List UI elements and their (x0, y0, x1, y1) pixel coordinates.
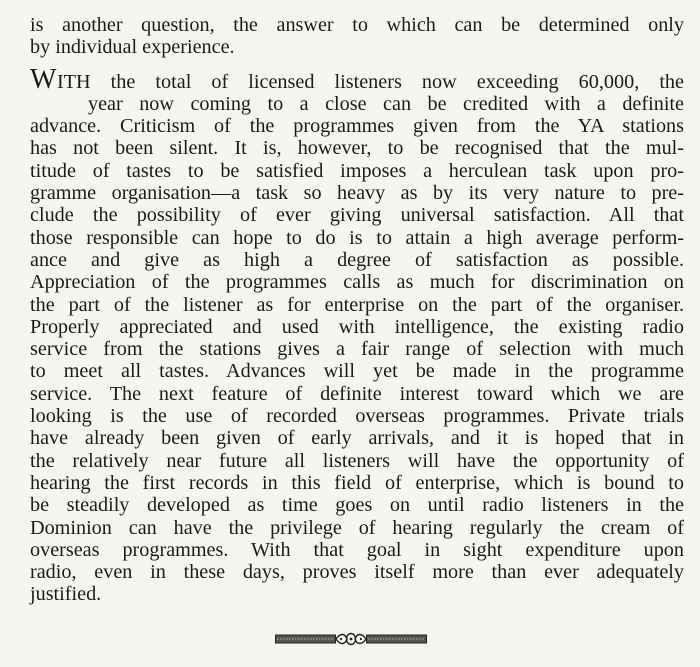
text-line: be steadily developed as time goes on until radio listeners in the (30, 494, 684, 517)
text-line: looking is the use of recorded overseas programmes. Private trials (30, 405, 684, 428)
text-line: the part of the listener as for enterprise on the part of the organiser. (30, 293, 684, 316)
text-line: is another question, the answer to which can be determined only (30, 14, 684, 36)
drop-cap: W (30, 63, 57, 95)
text-line: ance and give as high a degree of satisfaction as possible. (30, 248, 684, 271)
text-line: gramme organisation—a task so heavy as by its very nature to pre- (30, 182, 684, 205)
text-line: radio, even in these days, proves itself more than ever adequately (30, 561, 684, 584)
text-line: hearing the first records in this field of enterprise, which is bound to (30, 471, 684, 494)
text-line: titude of tastes to be satisfied imposes a herculean task upon pro- (30, 159, 684, 182)
ornament-divider-icon (275, 632, 427, 646)
text-line: has not been silent. It is, however, to be recognised that the mul- (30, 137, 684, 160)
text-line: Dominion can have the privilege of hearing regularly the cream of (30, 516, 684, 539)
text-line: by individual experience. (30, 36, 235, 59)
text-line: have already been given of early arrivals, and it is hoped that in (30, 427, 684, 450)
text-line: clude the possibility of ever giving universal satisfaction. All that (30, 204, 684, 227)
paragraph-continuation (30, 14, 684, 59)
text-line: those responsible can hope to do is to attain a high average perform- (30, 226, 684, 249)
text-line: Appreciation of the programmes calls as much for discrimination on (30, 271, 684, 294)
text-line: service from the stations gives a fair range of selection with much (30, 338, 684, 361)
text-line-rest: ITH the total of licensed listeners now exceeding 60,000, the (56, 70, 684, 93)
text-line: service. The next feature of definite interest toward which we are (30, 382, 684, 405)
text-line: to meet all tastes. Advances will yet be made in the programme (30, 360, 684, 383)
text-line: the relatively near future all listeners will have the opportunity of (30, 449, 684, 472)
text-line: year now coming to a close can be credited with a definite (88, 92, 684, 115)
article-body (30, 14, 684, 606)
text-line: justified. (30, 583, 102, 606)
text-line (30, 63, 684, 95)
text-line: advance. Criticism of the programmes given from the YA stations (30, 115, 684, 138)
paragraph-main (30, 63, 684, 606)
text-line: Properly appreciated and used with intelligence, the existing radio (30, 315, 684, 338)
text-line: overseas programmes. With that goal in sight expenditure upon (30, 538, 684, 561)
